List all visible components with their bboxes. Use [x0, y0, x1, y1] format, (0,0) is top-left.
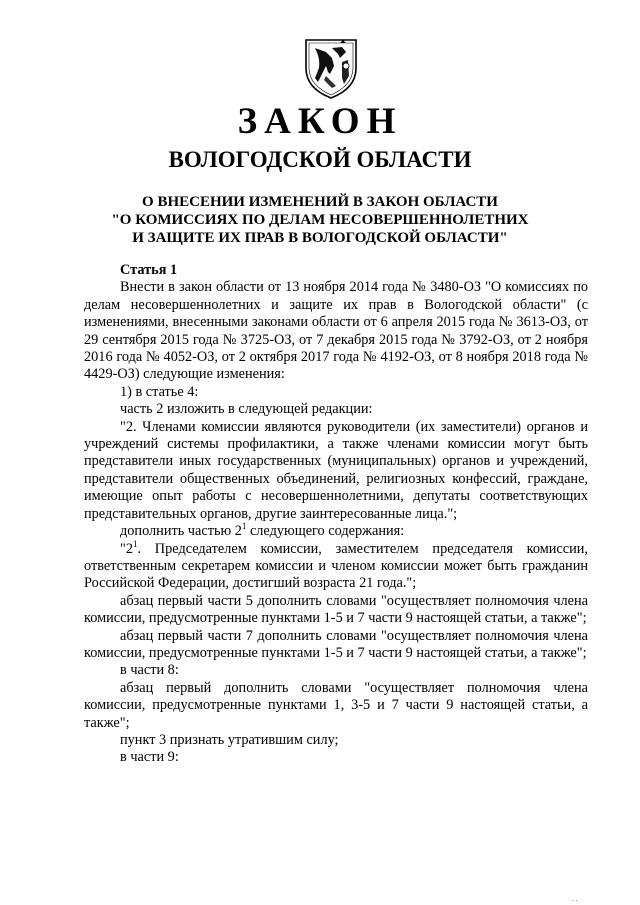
- vologda-coat-of-arms-icon: [302, 38, 360, 100]
- part-2-1-instruction-text: дополнить частью 2: [120, 523, 242, 540]
- article-intro: Внести в закон области от 13 ноября 2014 года № 3480-ОЗ "О комиссиях по делам несовершеннолетних и защите их прав в Вологодской области" (с изменениями, внесенными законами области от 6 апреля 2015 года № 3613-ОЗ, от 29 сентября 2015 года № 3725-ОЗ, от 7 декабря 2015 года № 3792-ОЗ, от 2 ноября 2016 года № 4052-ОЗ, от 2 октября 2017 года № 4192-ОЗ, от 8 ноября 2018 года № 4429-ОЗ) следующие изменения:: [84, 279, 588, 383]
- part-2-1-instruction-tail: следующего содержания:: [246, 523, 405, 540]
- part-2-1-instruction: [84, 523, 588, 540]
- part-2-1-text: [84, 538, 588, 593]
- part-9-intro: в части 9:: [120, 749, 179, 766]
- item-1: 1) в статье 4:: [120, 383, 199, 400]
- superscript: 1: [133, 538, 138, 549]
- part-8-intro: в части 8:: [120, 662, 179, 679]
- law-body: [84, 262, 588, 767]
- superscript: 1: [241, 521, 247, 532]
- caption-line-2: "О КОМИССИЯХ ПО ДЕЛАМ НЕСОВЕРШЕННОЛЕТНИХ: [111, 212, 529, 228]
- footer-mark: . .: [572, 895, 578, 903]
- part-2-text: "2. Членами комиссии являются руководители (их заместители) органов и учреждений системы профилактики, а также членами комиссии могут быть представители иных государственных (муниципальных) органов и учреждений, представители общественных объединений, религиозных конфессий, граждане, имеющие опыт работы с несовершеннолетними, депутаты соответствующих представительных органов, другие заинтересованные лица.";: [84, 418, 588, 522]
- part-8-point-3: пункт 3 признать утратившим силу;: [120, 731, 339, 748]
- part-2-instruction: часть 2 изложить в следующей редакции:: [120, 401, 373, 418]
- part-8-paragraph-1: абзац первый дополнить словами "осуществляет полномочия члена комиссии, предусмотренные пунктами 1, 3-5 и 7 части 9 настоящей статьи, а также";: [84, 679, 588, 731]
- document-subtitle: ВОЛОГОДСКОЙ ОБЛАСТИ: [168, 147, 472, 172]
- part-7-amendment: абзац первый части 7 дополнить словами "осуществляет полномочия члена комиссии, предусмотренные пунктами 1-5 и 7 части 9 настоящей статьи, а также";: [84, 627, 588, 661]
- document-title: ЗАКОН: [237, 101, 403, 142]
- law-caption: [0, 193, 640, 247]
- part-2-1-body: . Председателем комиссии, заместителем председателя комиссии, ответственным секретарем комиссии и членом комиссии может быть гражданин Российской Федерации, достигший возраста 21 года.";: [84, 540, 588, 592]
- part-5-amendment: абзац первый части 5 дополнить словами "осуществляет полномочия члена комиссии, предусмотренные пунктами 1-5 и 7 части 9 настоящей статьи, а также";: [84, 592, 588, 627]
- article-heading: Статья 1: [120, 262, 178, 278]
- part-2-1-number: "2: [120, 540, 133, 557]
- caption-line-1: О ВНЕСЕНИИ ИЗМЕНЕНИЙ В ЗАКОН ОБЛАСТИ: [142, 194, 498, 210]
- caption-line-3: И ЗАЩИТЕ ИХ ПРАВ В ВОЛОГОДСКОЙ ОБЛАСТИ": [132, 230, 508, 246]
